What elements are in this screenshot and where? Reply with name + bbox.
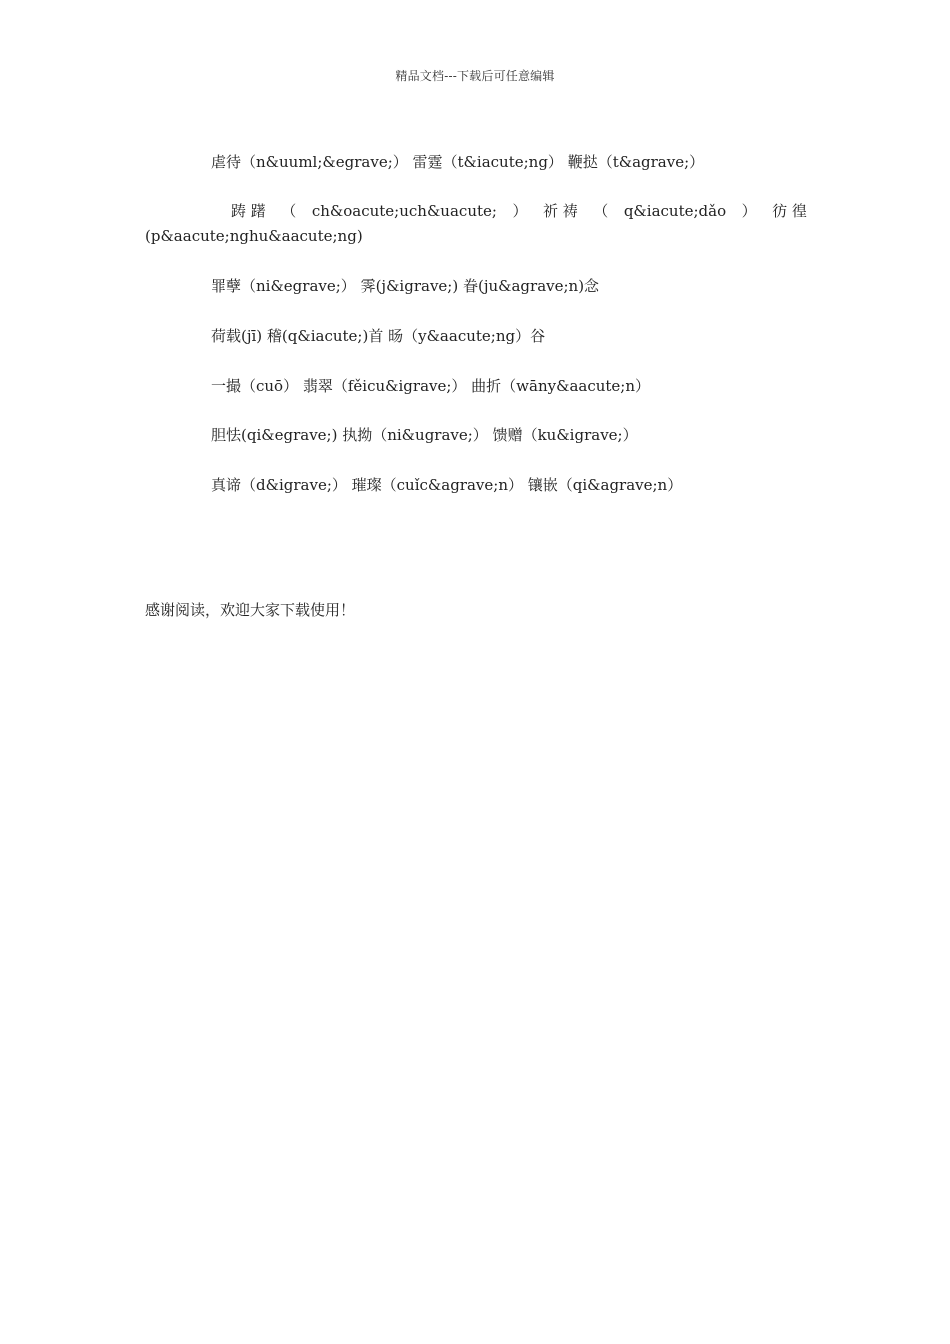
vocab-line-2 [145,199,807,249]
vocab-line-4: 荷载(jī) 稽(q&iacute;)首 旸（y&aacute;ng）谷 [211,327,546,345]
vocab-word-chouchu: 踌 躇 [231,202,266,220]
open-paren: （ [281,202,297,220]
page-header: 精品文档---下载后可任意编辑 [395,69,555,83]
vocab-line-1: 虐待（n&uuml;&egrave;） 雷霆（t&iacute;ng） 鞭挞（t&agrave;） [211,153,705,171]
vocab-line-6: 胆怯(qi&egrave;) 执拗（ni&ugrave;） 馈赠（ku&igrave;） [211,426,638,444]
pinyin-qidao: q&iacute;dǎo [623,202,727,220]
vocab-word-panghuang: 彷 徨 [772,202,807,220]
thanks-footer: 感谢阅读，欢迎大家下载使用！ [145,601,356,619]
close-paren: ） [512,202,528,220]
pinyin-chouchu: ch&oacute;uch&uacute; [311,202,497,220]
close-paren: ） [741,202,757,220]
vocab-line-2-continuation: (p&aacute;nghu&aacute;ng) [145,227,363,245]
open-paren: （ [593,202,609,220]
vocab-line-3: 罪孽（ni&egrave;） 霁(j&igrave;) 眷(ju&agrave;n)念 [211,277,600,295]
vocab-line-7: 真谛（d&igrave;） 璀璨（cuǐc&agrave;n） 镶嵌（qi&agrave;n） [211,476,683,494]
vocab-line-5: 一撮（cuō） 翡翠（fěicu&igrave;） 曲折（wāny&aacute;n） [211,377,651,395]
vocab-word-qidao: 祈 祷 [542,202,578,220]
vocab-line-2-main [145,199,807,224]
